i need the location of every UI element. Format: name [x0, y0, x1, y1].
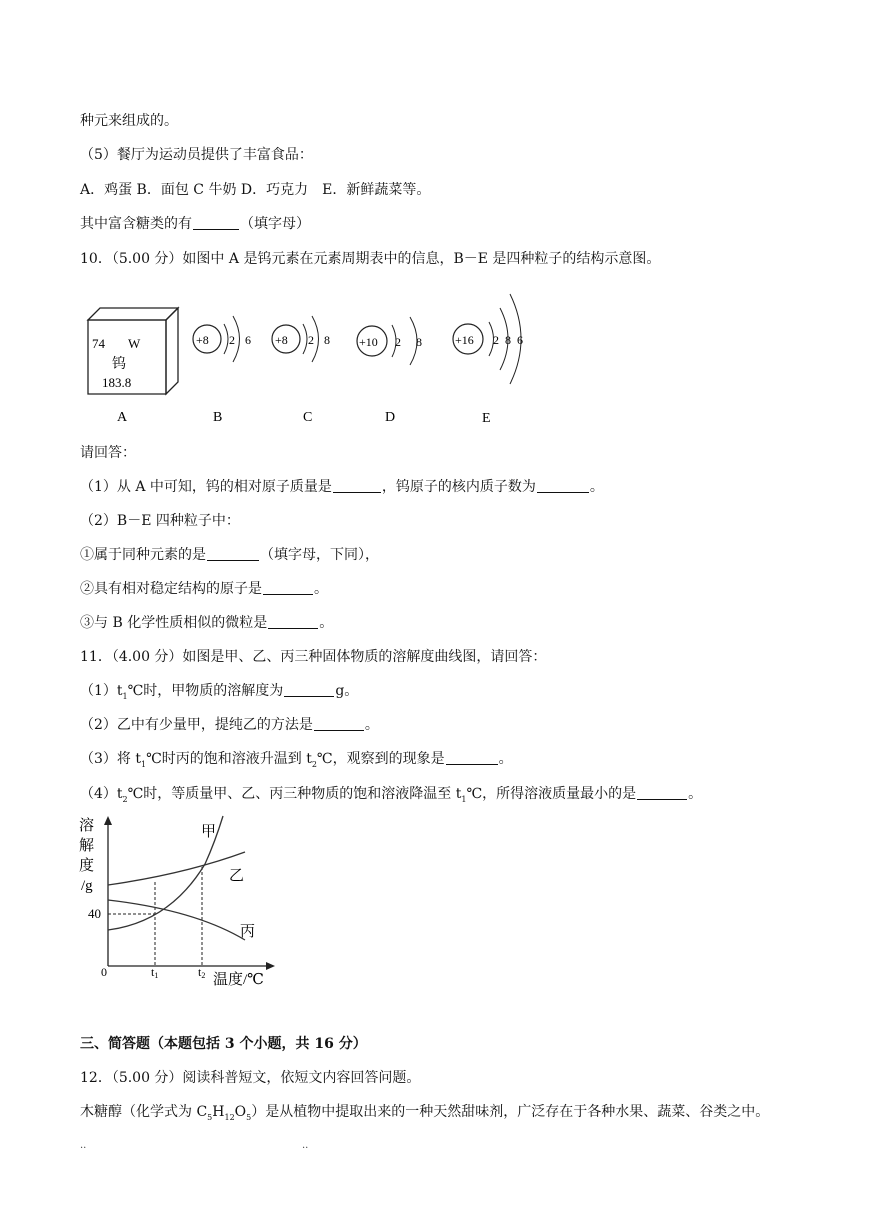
question-11-3: （3）将 $t_1℃$时丙的饱和溶液升温到 $t_2℃$，观察到的现象是 。 [80, 751, 513, 769]
series-label-bing: 丙 [240, 924, 256, 940]
figure-label-b: B [213, 410, 223, 425]
x-axis-label: 温度/℃ [213, 972, 264, 988]
answer-blank[interactable] [537, 478, 589, 493]
question-10-2c: ③与 B 化学性质相似的微粒是 。 [80, 615, 334, 631]
question-10: 10．（5.00 分）如图中 A 是钨元素在元素周期表中的信息，B－E 是四种粒子的结构示意图。 [80, 251, 661, 267]
footer-dots: .. [302, 1140, 309, 1151]
answer-blank[interactable] [333, 478, 381, 493]
element-symbol: W [128, 336, 141, 351]
shell-electrons: 2 [395, 335, 401, 349]
atomic-structure-figure [70, 282, 550, 432]
answer-blank[interactable] [314, 716, 364, 731]
answer-blank[interactable] [207, 546, 259, 561]
question-11-1: $(1)t_1℃$时，甲物质的溶解度为 g。 [80, 683, 359, 701]
footer-dots: .. [80, 1140, 87, 1151]
figure-label-d: D [385, 410, 396, 425]
question-11: 11．（4.00 分）如图是甲、乙、丙三种固体物质的溶解度曲线图，请回答： [80, 649, 547, 665]
x-tick-t1: t1 [151, 965, 159, 980]
solubility-curve-figure [75, 812, 295, 992]
question-11-4: $(4)t_2℃$时，等质量甲、乙、丙三种物质的饱和溶液降温至 $t_1℃$，所得溶液质量最小的是 。 [80, 786, 703, 804]
figure-label-e: E [482, 411, 491, 426]
svg-text:溶: 溶 [79, 818, 95, 834]
question-11-2: （2）乙中有少量甲，提纯乙的方法是 。 [80, 717, 379, 733]
text-line: 请回答： [80, 445, 136, 461]
text-line: 其中富含糖类的有 （填字母） [80, 216, 310, 232]
nucleus-charge: +16 [455, 333, 474, 347]
shell-electrons: 2 [229, 333, 235, 347]
svg-text:解: 解 [79, 838, 95, 854]
origin-label: 0 [101, 965, 107, 979]
curve-yi [108, 852, 245, 885]
figure-label-a: A [117, 410, 128, 425]
shell-electrons: 2 [493, 333, 499, 347]
atomic-mass: 183.8 [102, 375, 132, 390]
shell-electrons: 6 [517, 333, 523, 347]
answer-blank[interactable] [637, 785, 687, 800]
particle-c [272, 316, 330, 362]
shell-electrons: 8 [505, 333, 511, 347]
answer-blank[interactable] [268, 614, 318, 629]
y-axis-label [79, 817, 94, 894]
particle-b [193, 316, 251, 362]
series-label-yi: 乙 [229, 868, 245, 884]
shell-electrons: 2 [308, 333, 314, 347]
atomic-number: 74 [92, 336, 105, 351]
question-10-1: （1）从 A 中可知，钨的相对原子质量是 ，钨原子的核内质子数为 。 [80, 479, 604, 495]
svg-text:度: 度 [79, 858, 95, 874]
question-10-2b: ②具有相对稳定结构的原子是 。 [80, 581, 328, 597]
answer-blank[interactable] [446, 750, 498, 765]
nucleus-charge: +10 [359, 335, 378, 349]
answer-blank[interactable] [193, 215, 239, 230]
svg-text:/g: /g [81, 878, 93, 894]
nucleus-charge: +8 [196, 333, 209, 347]
text-line: （5）餐厅为运动员提供了丰富食品： [80, 147, 313, 163]
figure-label-c: C [303, 410, 313, 425]
element-name: 钨 [112, 357, 126, 372]
text-line: A．鸡蛋 B．面包 C 牛奶 D．巧克力 E．新鲜蔬菜等。 [80, 182, 431, 198]
shell-electrons: 8 [324, 333, 330, 347]
question-10-2: （2）B－E 四种粒子中： [80, 513, 240, 529]
nucleus-charge: +8 [275, 333, 288, 347]
shell-electrons: 6 [245, 333, 251, 347]
x-tick-t2: t2 [198, 965, 206, 980]
answer-blank[interactable] [284, 682, 334, 697]
section-heading: 三、简答题（本题包括 3 个小题，共 16 分） [80, 1036, 367, 1052]
question-10-2a: ①属于同种元素的是 （填字母，下同）， [80, 547, 379, 563]
y-tick-40: 40 [88, 906, 101, 921]
curve-bing [108, 900, 245, 940]
text-line: 种元来组成的。 [80, 113, 178, 129]
answer-blank[interactable] [263, 580, 313, 595]
element-card-w [88, 308, 178, 394]
shell-electrons: 8 [416, 335, 422, 349]
particle-e [453, 294, 523, 384]
question-12: 12．（5.00 分）阅读科普短文，依短文内容回答问题。 [80, 1070, 421, 1086]
series-label-jia: 甲 [201, 824, 217, 840]
question-12-body: 木糖醇（化学式为 $C_5H_{12}O_5$）是从植物中提取出来的一种天然甜味剂，广泛存在于各种水果、蔬菜、谷类之中。 [80, 1104, 770, 1122]
particle-d [357, 317, 422, 365]
